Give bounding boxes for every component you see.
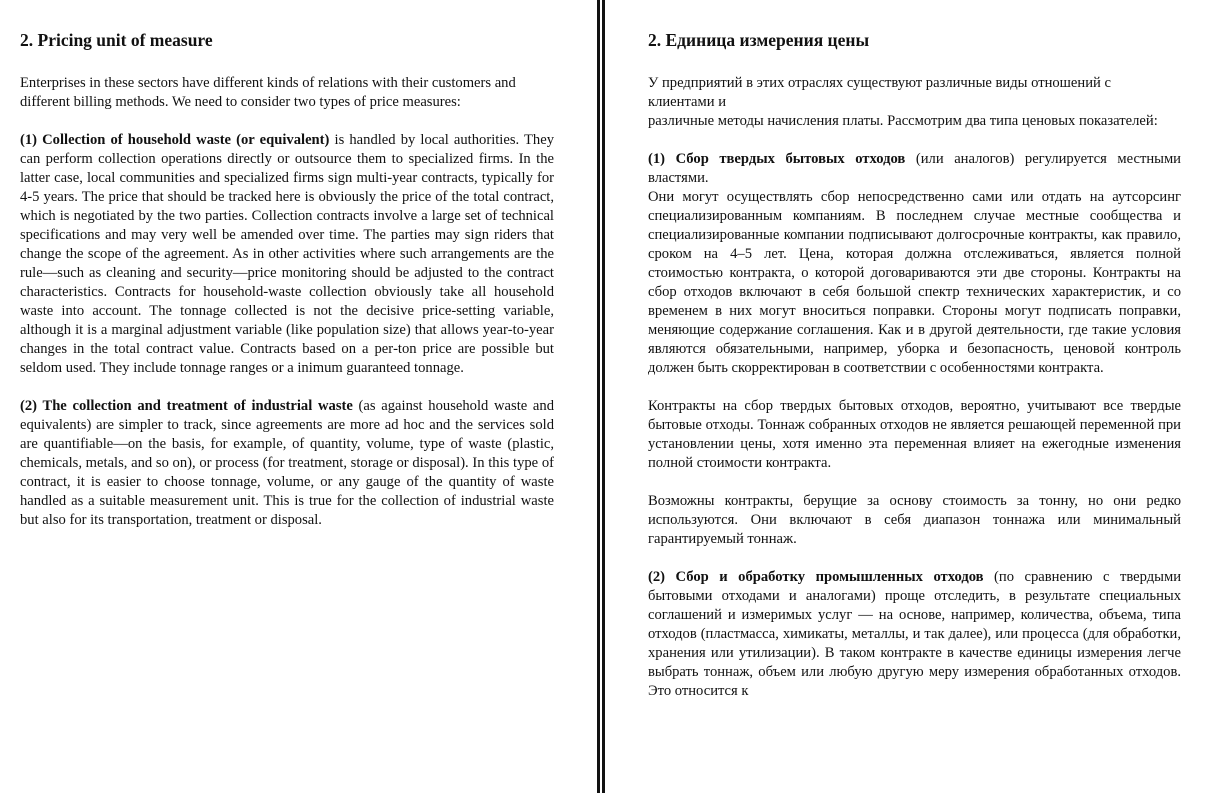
english-household-waste-title: (1) Collection of household waste (or equivalent) bbox=[20, 132, 330, 148]
russian-intro-line-2: различные методы начисления платы. Рассмотрим два типа ценовых показателей: bbox=[648, 113, 1158, 129]
english-page bbox=[0, 0, 596, 793]
russian-paragraph-industrial-waste bbox=[648, 568, 1181, 701]
russian-page bbox=[606, 0, 1213, 793]
russian-household-waste-text-b: Они могут осуществлять сбор непосредственно сами или отдать на аутсорсинг специализированным компаниям. В последнем случае местные сообщества и специализированные компании подписывают долгосрочные контракты, как правило, сроком на 4–5 лет. Цена, которая должна отслеживаться, является полной стоимостью контракта, о которой договариваются эти две стороны. Контракты на сбор отходов включают в себя большой спектр технических характеристик, и со временем в них могут вноситься поправки. Стороны могут подписать поправки, меняющие содержание соглашения. Как и в другой деятельности, где такие условия являются обязательными, например, уборка и безопасность, ценовой контроль должен быть скорректирован в соответствии с особенностями контракта. bbox=[648, 189, 1181, 376]
english-paragraph-industrial-waste bbox=[20, 397, 554, 530]
russian-paragraph-tonnage: Контракты на сбор твердых бытовых отходов, вероятно, учитывают все твердые бытовые отходы. Тоннаж собранных отходов не является решающей переменной при установлении цены, хотя именно эта переменная влияет на ежегодные изменения полной стоимости контракта. bbox=[648, 398, 1181, 471]
russian-industrial-waste-title: (2) Сбор и обработку промышленных отходов bbox=[648, 569, 984, 585]
russian-household-waste-text-a: (или аналогов) регулируется местными властями. bbox=[648, 151, 1181, 186]
english-industrial-waste-title: (2) The collection and treatment of industrial waste bbox=[20, 398, 353, 414]
english-industrial-waste-text: (as against household waste and equivalents) are simpler to track, since agreements are more ad hoc and the services sold are quantifiable—on the basis, for example, of quantity, volume, type of waste (plastic, chemicals, metals, and so on), or process (for treatment, storage or disposal). In this type of contract, it is easier to choose tonnage, volume, or any gauge of the quantity of waste handled as a suitable measurement unit. This is true for the collection of industrial waste but also for its transportation, treatment or disposal. bbox=[20, 398, 554, 528]
english-intro-line-2: different billing methods. We need to consider two types of price measures: bbox=[20, 94, 461, 110]
english-paragraph-household-waste bbox=[20, 131, 554, 378]
english-heading: 2. Pricing unit of measure bbox=[20, 30, 213, 50]
english-household-waste-text: is handled by local authorities. They can perform collection operations directly or outsource them to specialized firms. In the latter case, local communities and specialized firms sign multi‐year contracts, typically for 4‐5 years. The price that should be tracked here is obviously the price of the total contract, which is negotiated by the two parties. Collection contracts involve a large set of technical specifications and may very well be amended over time. The parties may sign riders that change the scope of the agreement. As in other activities where such arrangements are the rule—such as cleaning and security—price monitoring should be adjusted to the contract characteristics. Contracts for household‐waste collection obviously take all household waste into account. The tonnage collected is not the decisive price‐setting variable, although it is a marginal adjustment variable (like population size) that allows year‐to‐year changes in the total contract value. Contracts based on a per‐ton price are possible but seldom used. They include tonnage ranges or a inimum guaranteed tonnage. bbox=[20, 132, 555, 376]
page-divider-left-rule bbox=[597, 0, 600, 793]
russian-intro-line-1: У предприятий в этих отраслях существуют различные виды отношений с клиентами и bbox=[648, 75, 1111, 110]
russian-intro bbox=[648, 74, 1181, 131]
page-divider-right-rule bbox=[602, 0, 605, 793]
russian-paragraph-per-ton: Возможны контракты, берущие за основу стоимость за тонну, но они редко используются. Они включают в себя диапазон тоннажа или минимальный гарантируемый тоннаж. bbox=[648, 493, 1181, 547]
russian-household-waste-title: (1) Сбор твердых бытовых отходов bbox=[648, 151, 906, 167]
english-intro-line-1: Enterprises in these sectors have different kinds of relations with their customers and bbox=[20, 75, 516, 91]
russian-paragraph-household-waste bbox=[648, 150, 1181, 378]
russian-industrial-waste-text: (по сравнению с твердыми бытовыми отходами и аналогами) проще отследить, в результате специальных соглашений и измеримых услуг — на основе, например, количества, объема, типа отходов (пластмасса, химикаты, металлы, и так далее), или процесса (для обработки, хранения или утилизации). В таком контракте в качестве единицы измерения легче выбрать тоннаж, объем или любую другую меру измерения обработанных отходов. Это относится к bbox=[648, 569, 1182, 699]
russian-heading: 2. Единица измерения цены bbox=[648, 30, 870, 50]
english-intro bbox=[20, 74, 554, 112]
